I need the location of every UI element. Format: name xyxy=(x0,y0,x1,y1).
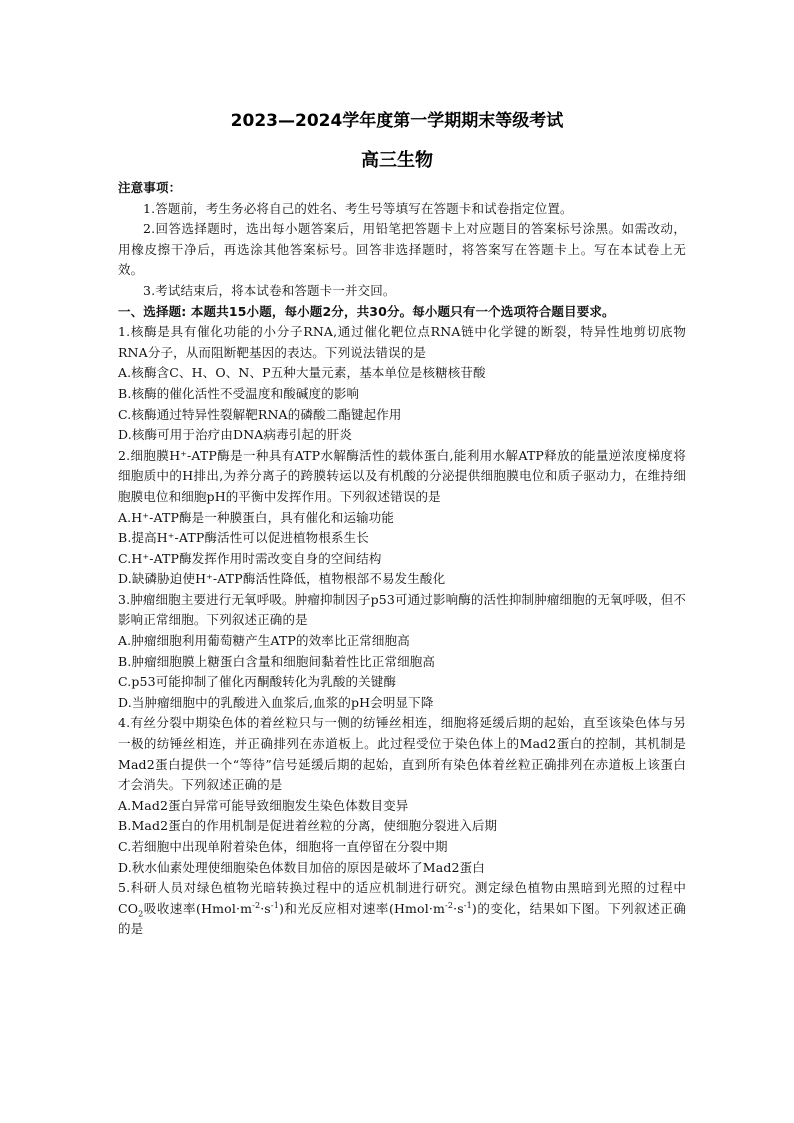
question-option: A.Mad2蛋白异常可能导致细胞发生染色体数目变异 xyxy=(118,797,409,813)
question-option: C.p53可能抑制了催化丙酮酸转化为乳酸的关键酶 xyxy=(118,674,397,690)
q5-superscript: -2 xyxy=(445,900,454,910)
question-option: A.肿瘤细胞利用葡萄糖产生ATP的效率比正常细胞高 xyxy=(118,633,410,649)
question-stem: 4.有丝分裂中期染色体的着丝粒只与一侧的纺锤丝相连，细胞将延缓后期的起始，直至该染色体与另一极的纺锤丝相连，并正确排列在赤道板上。此过程受位于染色体上的Mad2蛋白的控制，其机制是Mad2蛋白提供一个“等待”信号延缓后期的起始，直到所有染色体着丝粒正确排列在赤道板上该蛋白才会消失。下列叙述正确的是 xyxy=(118,715,686,793)
question-option: A.H⁺-ATP酶是一种膜蛋白，具有催化和运输功能 xyxy=(118,509,395,525)
q5-superscript: -2 xyxy=(252,900,261,910)
q5-text: )和光反应相对速率(Hmol·m xyxy=(278,900,445,916)
question-option: D.当肿瘤细胞中的乳酸进入血浆后,血浆的pH会明显下降 xyxy=(118,694,434,710)
question-option: C.H⁺-ATP酶发挥作用时需改变自身的空间结构 xyxy=(118,550,382,566)
question-option: B.提高H⁺-ATP酶活性可以促进植物根系生长 xyxy=(118,530,369,546)
notice-item: 3.考试结束后，将本试卷和答题卡一并交回。 xyxy=(143,282,396,298)
q5-text: 吸收速率(Hmol·m xyxy=(143,900,253,916)
notice-item: 2.回答选择题时，选出每小题答案后，用铅笔把答题卡上对应题目的答案标号涂黑。如需改动，用橡皮擦干净后，再选涂其他答案标号。回答非选择题时，将答案写在答题卡上。写在本试卷上无效。 xyxy=(118,221,686,278)
question-option: C.若细胞中出现单附着染色体，细胞将一直停留在分裂中期 xyxy=(118,839,448,854)
q5-subscript: 2 xyxy=(138,909,144,919)
q5-text: ·s xyxy=(260,900,271,916)
q5-superscript: -1 xyxy=(463,900,472,910)
notice-item: 1.答题前，考生务必将自己的姓名、考生号等填写在答题卡和试卷指定位置。 xyxy=(143,200,573,216)
q5-text: 5.科研人员对绿色植物光暗转换过程中的适应机制进行研究。测定绿色植物由黑暗到光照的过程中CO xyxy=(118,880,686,916)
question-option: B.肿瘤细胞膜上糖蛋白含量和细胞间黏着性比正常细胞高 xyxy=(118,653,436,669)
question-option: A.核酶含C、H、O、N、P五种大量元素，基本单位是核糖核苷酸 xyxy=(118,365,486,381)
question-option: D.核酶可用于治疗由DNA病毒引起的肝炎 xyxy=(118,427,353,443)
question-option: C.核酶通过特异性裂解靶RNA的磷酸二酯键起作用 xyxy=(118,406,402,422)
subject-title: 高三生物 xyxy=(361,150,433,171)
question-option: D.秋水仙素处理使细胞染色体数目加倍的原因是破坏了Mad2蛋白 xyxy=(118,859,485,875)
question-option: B.核酶的催化活性不受温度和酸碱度的影响 xyxy=(118,385,360,401)
question-stem: 1.核酶是具有催化功能的小分子RNA,通过催化靶位点RNA链中化学键的断裂，特异性地剪切底物RNA分子，从而阻断靶基因的表达。下列说法错误的是 xyxy=(118,324,686,360)
exam-content xyxy=(118,178,686,940)
q5-text: )的变化，结果如下图。下列叙述正确的是 xyxy=(118,900,686,937)
q5-superscript: -1 xyxy=(270,900,279,910)
question-stem-5 xyxy=(118,878,686,940)
question-option: D.缺磷胁迫使H⁺-ATP酶活性降低，植物根部不易发生酸化 xyxy=(118,571,446,587)
exam-title: 2023—2024学年度第一学期期末等级考试 xyxy=(230,111,564,131)
question-stem: 2.细胞膜H⁺-ATP酶是一种具有ATP水解酶活性的载体蛋白,能利用水解ATP释放的能量逆浓度梯度将细胞质中的H排出,为养分离子的跨膜转运以及有机酸的分泌提供细胞膜电位和质子驱动力，在维持细胞膜电位和细胞pH的平衡中发挥作用。下列叙述错误的是 xyxy=(118,447,686,504)
question-option: B.Mad2蛋白的作用机制是促进着丝粒的分离，使细胞分裂进入后期 xyxy=(118,818,498,834)
notice-heading: 注意事项： xyxy=(118,180,182,195)
section-heading: 一、选择题: 本题共15小题，每小题2分，共30分。每小题只有一个选项符合题目要求。 xyxy=(118,303,615,319)
question-stem: 3.肿瘤细胞主要进行无氧呼吸。肿瘤抑制因子p53可通过影响酶的活性抑制肿瘤细胞的无氧呼吸，但不影响正常细胞。下列叙述正确的是 xyxy=(118,591,686,628)
q5-text: ·s xyxy=(453,900,464,916)
